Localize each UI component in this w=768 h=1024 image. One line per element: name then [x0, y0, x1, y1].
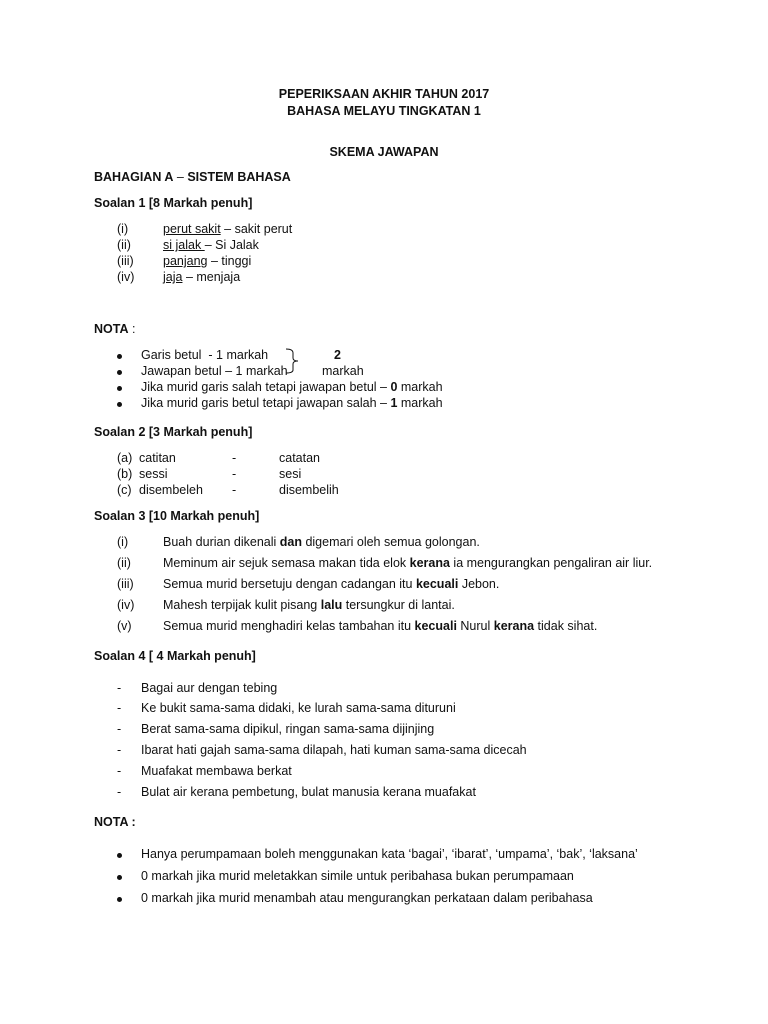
q3-item-num: (iv): [117, 598, 135, 612]
nota-1-bullet: Jika murid garis salah tetapi jawapan betul – 0 markah: [141, 380, 443, 394]
bullet-icon: [117, 875, 122, 880]
q2-row-sep: -: [232, 467, 237, 481]
q4-dash: -: [117, 722, 122, 736]
nota-2-bullet: 0 markah jika murid menambah atau mengurangkan perkataan dalam peribahasa: [141, 891, 593, 905]
q4-item: Bulat air kerana pembetung, bulat manusia kerana muafakat: [141, 785, 476, 799]
nota-1-bullet: Jika murid garis betul tetapi jawapan salah – 1 markah: [141, 396, 443, 410]
q2-row-wrong: disembeleh: [139, 483, 203, 497]
q3-heading: Soalan 3 [10 Markah penuh]: [94, 509, 260, 523]
q4-item: Ibarat hati gajah sama-sama dilapah, hati kuman sama-sama dicecah: [141, 743, 527, 757]
q3-item: Semua murid menghadiri kelas tambahan itu kecuali Nurul kerana tidak sihat.: [163, 619, 598, 633]
q1-item: si jalak – Si Jalak: [163, 238, 259, 252]
q3-item-num: (iii): [117, 577, 134, 591]
q3-item: Mahesh terpijak kulit pisang lalu tersungkur di lantai.: [163, 598, 455, 612]
bullet-icon: [117, 354, 122, 359]
q4-dash: -: [117, 785, 122, 799]
q2-row-right: catatan: [279, 451, 321, 465]
exam-subtitle: BAHASA MELAYU TINGKATAN 1: [287, 104, 481, 118]
q3-item-num: (i): [117, 535, 129, 549]
bullet-icon: [117, 897, 122, 902]
exam-title: PEPERIKSAAN AKHIR TAHUN 2017: [278, 87, 490, 101]
q2-row-wrong: catitan: [139, 451, 176, 465]
q3-item-num: (ii): [117, 556, 131, 570]
q2-row-sep: -: [232, 451, 237, 465]
bullet-icon: [117, 386, 122, 391]
q2-row-label: (c): [117, 483, 132, 497]
q1-item: jaja – menjaja: [163, 270, 241, 284]
bullet-icon: [117, 370, 122, 375]
q4-item: Muafakat membawa berkat: [141, 764, 292, 778]
q1-heading: Soalan 1 [8 Markah penuh]: [94, 196, 253, 210]
q1-item-num: (iii): [117, 254, 134, 268]
q1-item-num: (ii): [117, 238, 131, 252]
brace-total-unit: markah: [322, 364, 364, 378]
nota-1-bullet: Jawapan betul – 1 markah: [141, 364, 288, 378]
q2-row-label: (a): [117, 451, 133, 465]
q1-item: panjang – tinggi: [163, 254, 252, 268]
q4-dash: -: [117, 743, 122, 757]
q2-row-right: disembelih: [279, 483, 339, 497]
q4-dash: -: [117, 681, 122, 695]
nota-2-bullet: 0 markah jika murid meletakkan simile untuk peribahasa bukan perumpamaan: [141, 869, 574, 883]
q1-item-num: (i): [117, 222, 129, 236]
q2-row-right: sesi: [279, 467, 302, 481]
q4-heading: Soalan 4 [ 4 Markah penuh]: [94, 649, 256, 663]
right-brace-icon: [284, 346, 306, 376]
q4-dash: -: [117, 764, 122, 778]
scheme-title: SKEMA JAWAPAN: [329, 145, 439, 159]
brace-total-marks: 2: [334, 348, 341, 362]
q4-item: Berat sama-sama dipikul, ringan sama-sama dijinjing: [141, 722, 435, 736]
q1-item-num: (iv): [117, 270, 135, 284]
q2-row-wrong: sessi: [139, 467, 168, 481]
bullet-icon: [117, 853, 122, 858]
q3-item: Semua murid bersetuju dengan cadangan itu kecuali Jebon.: [163, 577, 500, 591]
nota-1-label: NOTA :: [94, 322, 136, 336]
q3-item-num: (v): [117, 619, 132, 633]
bullet-icon: [117, 402, 122, 407]
q2-row-sep: -: [232, 483, 237, 497]
nota-1-bullet: Garis betul - 1 markah: [141, 348, 269, 362]
q4-item: Ke bukit sama-sama didaki, ke lurah sama-sama dituruni: [141, 701, 456, 715]
q3-item: Buah durian dikenali dan digemari oleh semua golongan.: [163, 535, 480, 549]
nota-2-bullet: Hanya perumpamaan boleh menggunakan kata ‘bagai’, ‘ibarat’, ‘umpama’, ‘bak’, ‘laksana’: [141, 847, 638, 861]
q2-row-label: (b): [117, 467, 133, 481]
q2-heading: Soalan 2 [3 Markah penuh]: [94, 425, 253, 439]
q4-item: Bagai aur dengan tebing: [141, 681, 278, 695]
q1-item: perut sakit – sakit perut: [163, 222, 293, 236]
nota-2-label: NOTA :: [94, 815, 136, 829]
q3-item: Meminum air sejuk semasa makan tida elok kerana ia mengurangkan pengaliran air liur.: [163, 556, 653, 570]
section-a-title: BAHAGIAN A – SISTEM BAHASA: [94, 170, 291, 184]
q4-dash: -: [117, 701, 122, 715]
